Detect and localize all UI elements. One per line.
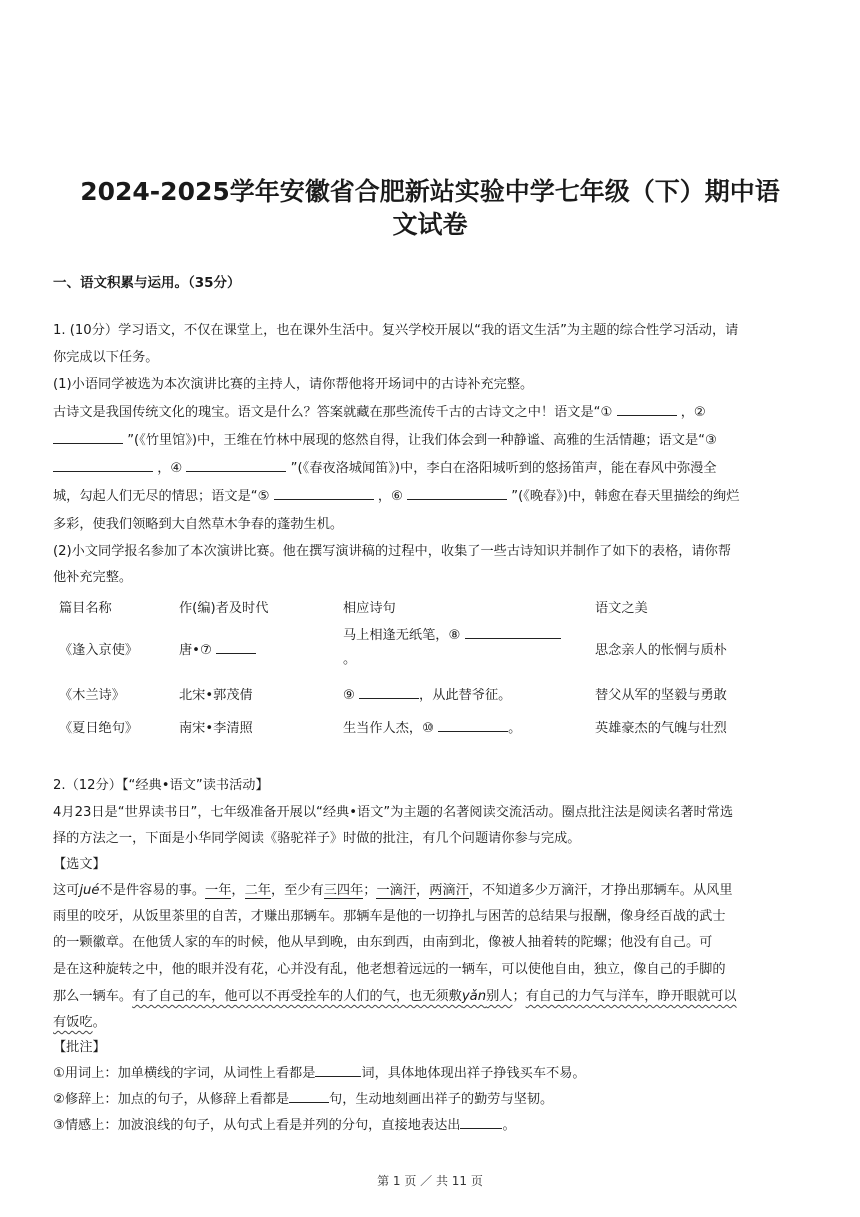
q2-line-1: 4月23日是“世界读书日”，七年级准备开展以“经典•语文”为主题的名著阅读交流活动。圈点批注法是阅读名著时常选 [53, 805, 734, 820]
table-cell: 英雄豪杰的气魄与壮烈 [595, 720, 727, 736]
text: ， [231, 883, 245, 898]
text: ， [416, 883, 430, 898]
text: 城，勾起人们无尽的情思；语文是“⑤ [53, 489, 270, 504]
answer-blank-7[interactable] [216, 639, 256, 654]
excerpt-line-2: 雨里的咬牙，从饭里茶里的自苦，才赚出那辆车。那辆车是他的一切挣扎与困苦的总结果与报酬，像身经百战的武士 [53, 909, 726, 924]
title-line-2: 文试卷 [392, 210, 468, 239]
annotation-1 [53, 1060, 813, 1087]
table-cell: 思念亲人的怅惘与质朴 [595, 642, 727, 658]
text: 。 [343, 652, 357, 667]
answer-blank-3[interactable] [53, 457, 153, 472]
table-cell [337, 620, 589, 676]
q1-line-2: 你完成以下任务。 [53, 350, 159, 365]
text: 词，具体地体现出祥子挣钱买车不易。 [361, 1066, 586, 1081]
text: ，⑥ [377, 489, 403, 504]
text: ”(《竹里馆》)中，王维在竹林中展现的悠然自得，让我们体会到一种静谧、高雅的生活情趣；语文是“③ [127, 433, 717, 448]
table-cell [173, 620, 337, 676]
q1-line-10: 他补充完整。 [53, 570, 133, 585]
q1-line-8: 多彩，使我们领略到大自然草木争春的蓬勃生机。 [53, 517, 344, 532]
text: 。 [502, 1118, 516, 1133]
annotation-3 [53, 1112, 813, 1139]
poem-table [53, 592, 781, 742]
table-cell: 北宋•郭茂倩 [179, 687, 253, 703]
text: ，从此替爷征。 [419, 687, 512, 703]
answer-blank-8[interactable] [465, 624, 561, 639]
text: 唐•⑦ [179, 642, 212, 658]
answer-blank-n3[interactable] [460, 1114, 502, 1129]
answer-blank-10[interactable] [438, 717, 508, 732]
q1-task-1: (1)小语同学被选为本次演讲比赛的主持人，请你帮他将开场词中的古诗补充完整。 [53, 377, 534, 392]
table-header-row [53, 592, 781, 620]
answer-blank-2[interactable] [53, 429, 123, 444]
excerpt-line-1 [53, 877, 813, 904]
table-cell: 《夏日绝句》 [59, 720, 139, 736]
text: ，至少有 [270, 883, 324, 898]
q1-line-5 [53, 427, 813, 454]
text: ，不知道多少万滴汗，才挣出那辆车。从风里 [468, 883, 733, 898]
table-cell: 《逢入京使》 [59, 642, 139, 658]
q1-line-1: 1. (10分）学习语文，不仅在课堂上，也在课外生活中。复兴学校开展以“我的语文生活”为主题的综合性学习活动，请 [53, 323, 739, 338]
text: 生当作人杰，⑩ [343, 720, 434, 736]
header-cell: 篇目名称 [59, 600, 112, 616]
wavy-sentence: 有自己的力气与洋车，睁开眼就可以 [525, 989, 737, 1004]
text: ”(《晚春》)中，韩愈在春天里描绘的绚烂 [511, 489, 740, 504]
table-cell: 替父从军的坚毅与勇敢 [595, 687, 727, 703]
text: ⑨ [343, 687, 355, 703]
pinyin: jué [79, 883, 100, 898]
text: 有了自己的车，他可以不再受拴车的人们的气，也无须敷 [132, 989, 462, 1004]
text: 。 [508, 720, 522, 736]
header-cell: 作(编)者及时代 [179, 600, 269, 616]
answer-blank-6[interactable] [407, 485, 507, 500]
q1-line-4 [53, 399, 813, 426]
section-heading: 一、语文积累与运用。（35分） [53, 275, 241, 291]
text: 这可 [53, 883, 80, 898]
excerpt-label: 【选文】 [53, 857, 106, 872]
text: 那么一辆车。 [53, 989, 133, 1004]
text: ，④ [157, 461, 183, 476]
underlined-word: 一滴汗 [376, 883, 417, 898]
header-cell: 相应诗句 [343, 600, 396, 616]
answer-blank-9[interactable] [359, 684, 419, 699]
text: 。 [92, 1015, 106, 1030]
text: 句，生动地刻画出祥子的勤劳与坚韧。 [329, 1092, 554, 1107]
wavy-sentence [132, 989, 512, 1004]
text: ； [363, 883, 377, 898]
q1-line-6 [53, 455, 813, 482]
exam-title [40, 175, 820, 241]
q1-line-7 [53, 483, 813, 510]
text: ，② [680, 405, 706, 420]
excerpt-line-4: 是在这种旋转之中，他的眼并没有花，心并没有乱，他老想着远远的一辆车，可以使他自由，独立，像自己的手脚的 [53, 962, 726, 977]
title-line-1: 2024-2025学年安徽省合肥新站实验中学七年级（下）期中语 [80, 177, 780, 206]
page-footer: 第 1 页 ／ 共 11 页 [377, 1174, 483, 1188]
pinyin: yǎn [461, 989, 487, 1004]
text: 马上相逢无纸笔，⑧ [343, 628, 461, 643]
header-cell: 语文之美 [595, 600, 648, 616]
excerpt-line-5 [53, 983, 813, 1010]
answer-blank-n1[interactable] [315, 1062, 361, 1077]
underlined-word: 一年 [205, 883, 232, 898]
text: 古诗文是我国传统文化的瑰宝。语文是什么？答案就藏在那些流传千古的古诗文之中！语文是“① [53, 405, 613, 420]
text: ②修辞上：加点的句子，从修辞上看都是 [53, 1092, 290, 1107]
excerpt-line-3: 的一颗徽章。在他赁人家的车的时候，他从早到晚，由东到西，由南到北，像被人抽着转的陀螺；他没有自己。可 [53, 935, 713, 950]
answer-blank-n2[interactable] [289, 1088, 329, 1103]
underlined-word: 二年 [244, 883, 271, 898]
annotation-2 [53, 1086, 813, 1113]
table-row [53, 710, 781, 742]
q2-heading: 2.（12分）【“经典•语文”读书活动】 [53, 778, 269, 793]
text: ”(《春夜洛城闻笛》)中，李白在洛阳城听到的悠扬笛声，能在春风中弥漫全 [290, 461, 717, 476]
underlined-word: 三四年 [323, 883, 364, 898]
text: ①用词上：加单横线的字词，从词性上看都是 [53, 1066, 316, 1081]
answer-blank-1[interactable] [617, 401, 677, 416]
annotation-label: 【批注】 [53, 1040, 106, 1055]
q1-task-2: (2)小文同学报名参加了本次演讲比赛。他在撰写演讲稿的过程中，收集了一些古诗知识并制作了如下的表格，请你帮 [53, 544, 732, 559]
table-cell [337, 676, 589, 710]
text: ； [512, 989, 526, 1004]
table-cell: 南宋•李清照 [179, 720, 253, 736]
answer-blank-4[interactable] [186, 457, 286, 472]
wavy-sentence: 有饭吃 [53, 1015, 93, 1030]
text: ③情感上：加波浪线的句子，从句式上看是并列的分句，直接地表达出 [53, 1118, 461, 1133]
table-cell [337, 710, 589, 742]
table-row [53, 620, 781, 676]
excerpt-line-6 [53, 1009, 813, 1036]
table-cell: 《木兰诗》 [59, 687, 125, 703]
text: 别人 [486, 989, 513, 1004]
underlined-word: 两滴汗 [429, 883, 469, 898]
answer-blank-5[interactable] [274, 485, 374, 500]
text: 不是件容易的事。 [99, 883, 206, 898]
table-row [53, 676, 781, 710]
q2-line-2: 择的方法之一，下面是小华同学阅读《骆驼祥子》时做的批注，有几个问题请你参与完成。 [53, 831, 581, 846]
